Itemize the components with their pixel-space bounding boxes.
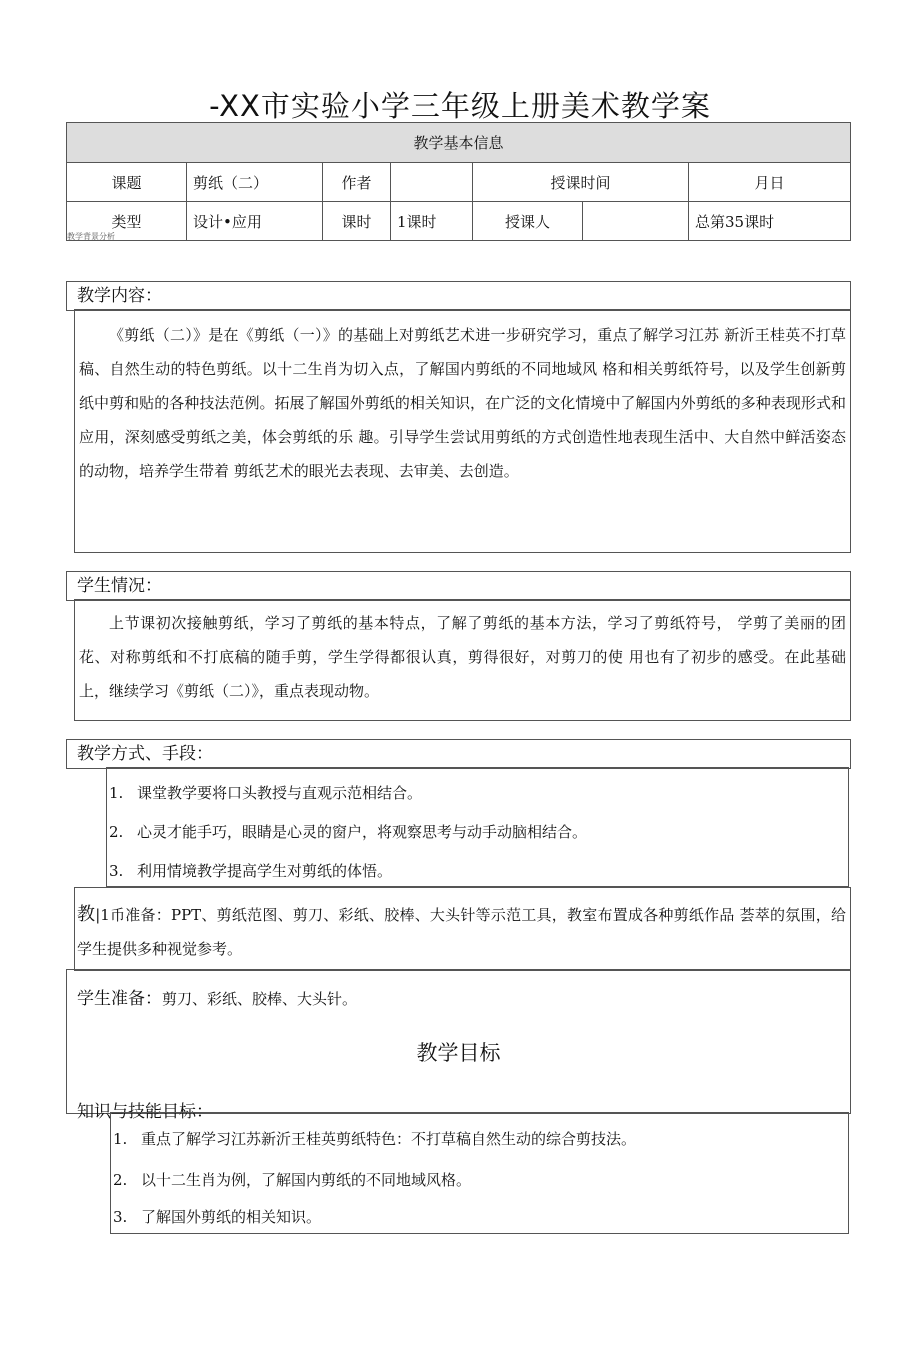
method-item: 3. 利用情境教学提高学生对剪纸的体悟。 bbox=[109, 862, 393, 880]
goals-heading: 教学目标 bbox=[416, 1041, 501, 1065]
content-heading-box bbox=[66, 281, 851, 311]
method-item: 1. 课堂教学要将口头教授与直观示范相结合。 bbox=[109, 784, 423, 802]
basic-info-table bbox=[66, 122, 851, 241]
content-box bbox=[74, 309, 851, 553]
goal-item: 1. 重点了解学习江苏新沂王桂英剪纸特色：不打草稿自然生动的综合剪技法。 bbox=[113, 1130, 637, 1148]
type-value: 设计•应用 bbox=[187, 202, 323, 241]
goal-item: 3. 了解国外剪纸的相关知识。 bbox=[113, 1208, 322, 1226]
page-title: -XX市实验小学三年级上册美术教学案 bbox=[209, 89, 711, 123]
hours-label: 课时 bbox=[323, 202, 391, 241]
teacher-prep-text: 教|1币准备：PPT、剪纸范图、剪刀、彩纸、胶棒、大头针等示范工具，教室布置成各种剪纸作品 荟萃的氛围，给学生提供多种视觉参考。 bbox=[77, 904, 846, 958]
author-label: 作者 bbox=[323, 163, 391, 202]
author-value bbox=[391, 163, 473, 202]
teacher-label: 授课人 bbox=[473, 202, 583, 241]
methods-heading: 教学方式、手段： bbox=[77, 744, 213, 764]
students-box bbox=[74, 599, 851, 721]
hours-value: 1课时 bbox=[391, 202, 473, 241]
topic-value: 剪纸（二） bbox=[187, 163, 323, 202]
students-text: 上节课初次接触剪纸，学习了剪纸的基本特点，了解了剪纸的基本方法，学习了剪纸符号， 学剪了美丽的团花、对称剪纸和不打底稿的随手剪，学生学得都很认真，剪得很好，对剪刀的使 用也有了初步的感受。在此基础上，继续学习《剪纸（二）》，重点表现动物。 bbox=[79, 614, 846, 700]
info-table-header: 教学基本信息 bbox=[67, 123, 851, 163]
type-label: 类型 bbox=[111, 212, 142, 231]
topic-label: 课题 bbox=[67, 163, 187, 202]
goal-item: 2. 以十二生肖为例，了解国内剪纸的不同地域风格。 bbox=[113, 1171, 472, 1189]
students-heading: 学生情况： bbox=[77, 576, 162, 596]
teacher-prep-box bbox=[74, 887, 851, 971]
students-heading-box bbox=[66, 571, 851, 601]
background-analysis-note: 教学背景分析 bbox=[67, 232, 115, 241]
time-value: 月日 bbox=[689, 163, 851, 202]
methods-heading-box bbox=[66, 739, 851, 769]
content-heading: 教学内容： bbox=[77, 286, 162, 306]
method-item: 2. 心灵才能手巧，眼睛是心灵的窗户，将观察思考与动手动脑相结合。 bbox=[109, 823, 588, 841]
goals-list bbox=[110, 1112, 849, 1234]
type-cell bbox=[67, 202, 187, 241]
methods-list bbox=[106, 767, 849, 887]
student-prep-box bbox=[66, 969, 851, 1122]
teacher-value bbox=[583, 202, 689, 241]
student-prep-text: 学生准备：剪刀、彩纸、胶棒、大头针。 bbox=[77, 989, 358, 1009]
content-text: 《剪纸（二）》是在《剪纸（一）》的基础上对剪纸艺术进一步研究学习，重点了解学习江苏 新沂王桂英不打草稿、自然生动的特色剪纸。以十二生肖为切入点，了解国内剪纸的不同地域风 格和相关剪纸符号，以及学生创新剪纸中剪和贴的各种技法范例。拓展了解国外剪纸的相关知识，在广泛的文化情境中了解国内外剪纸的多种表现形式和应用，深刻感受剪纸之美，体会剪纸的乐 趣。引导学生尝试用剪纸的方式创造性地表现生活中、大自然中鲜活姿态的动物，培养学生带着 剪纸艺术的眼光去表现、去审美、去创造。 bbox=[79, 326, 846, 480]
total-hours-value: 总第35课时 bbox=[689, 202, 851, 241]
goals-subheading: 知识与技能目标： bbox=[77, 1102, 213, 1122]
time-label: 授课时间 bbox=[473, 163, 689, 202]
